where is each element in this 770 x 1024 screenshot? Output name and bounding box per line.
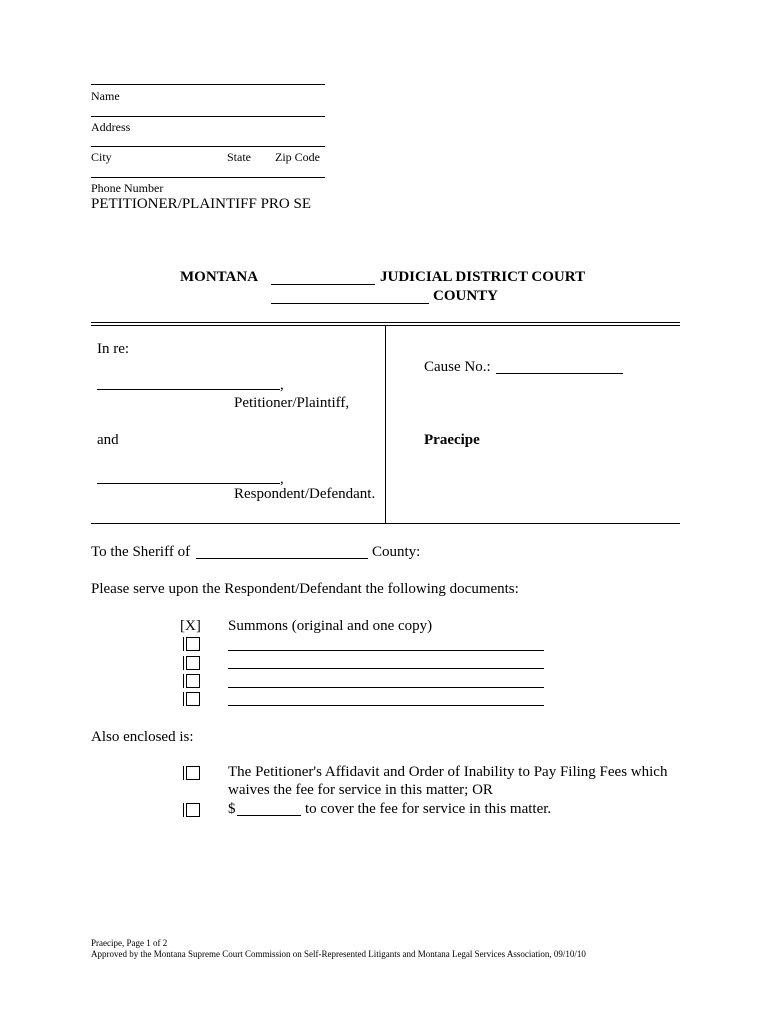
respondent-label: Respondent/Defendant. — [234, 486, 376, 502]
footer-page-label: Praecipe, Page 1 of 2 — [91, 938, 168, 948]
document-line-5[interactable] — [228, 705, 544, 706]
summons-text: Summons (original and one copy) — [228, 618, 433, 634]
petitioner-comma: , — [280, 377, 284, 393]
fee-checkbox[interactable] — [186, 803, 200, 817]
document-checkbox-3[interactable] — [186, 656, 200, 670]
document-checkbox-4[interactable] — [186, 674, 200, 688]
respondent-comma: , — [280, 471, 284, 487]
city-label: City — [91, 150, 112, 164]
document-checkbox-5[interactable] — [186, 692, 200, 706]
sheriff-suffix: County: — [372, 544, 421, 560]
fee-text: to cover the fee for service in this matter. — [305, 801, 552, 817]
court-name: JUDICIAL DISTRICT COURT — [380, 269, 586, 285]
also-enclosed-label: Also enclosed is: — [91, 729, 194, 745]
party-label: PETITIONER/PLAINTIFF PRO SE — [91, 196, 312, 212]
address-line[interactable] — [91, 116, 325, 117]
phone-label: Phone Number — [91, 181, 164, 195]
state-label: State — [227, 150, 251, 164]
name-label: Name — [91, 89, 120, 103]
district-blank[interactable] — [271, 284, 375, 285]
respondent-name-line[interactable] — [97, 483, 280, 484]
document-line-2[interactable] — [228, 650, 544, 651]
affidavit-checkbox[interactable] — [186, 766, 200, 780]
caption-bottom-rule — [91, 523, 680, 524]
cause-number-line[interactable] — [496, 373, 623, 374]
name-line[interactable] — [91, 84, 325, 85]
affidavit-line-1: The Petitioner's Affidavit and Order of Inability to Pay Filing Fees which — [228, 764, 668, 780]
city-state-zip-line[interactable] — [91, 146, 325, 147]
in-re-label: In re: — [97, 341, 130, 357]
document-line-3[interactable] — [228, 668, 544, 669]
caption-divider — [385, 325, 386, 524]
zip-label: Zip Code — [275, 150, 320, 164]
serve-instruction: Please serve upon the Respondent/Defendant the following documents: — [91, 581, 519, 597]
footer-approval: Approved by the Montana Supreme Court Commission on Self-Represented Litigants and Montana Legal Services Association, 09/10/10 — [91, 949, 586, 959]
summons-checked-mark[interactable]: [X] — [180, 618, 201, 634]
sheriff-county-line[interactable] — [196, 558, 368, 559]
petitioner-name-line[interactable] — [97, 389, 280, 390]
phone-line[interactable] — [91, 177, 325, 178]
sheriff-prefix: To the Sheriff of — [91, 544, 191, 560]
and-label: and — [97, 432, 119, 448]
address-label: Address — [91, 120, 131, 134]
document-line-4[interactable] — [228, 687, 544, 688]
fee-amount-line[interactable] — [237, 815, 301, 816]
petitioner-label: Petitioner/Plaintiff, — [234, 395, 350, 411]
cause-label: Cause No.: — [424, 359, 491, 375]
affidavit-line-2: waives the fee for service in this matter; OR — [228, 782, 493, 798]
court-state: MONTANA — [180, 269, 259, 285]
county-blank[interactable] — [271, 303, 429, 304]
county-label: COUNTY — [433, 288, 499, 304]
dollar-sign: $ — [228, 801, 236, 817]
document-title: Praecipe — [424, 432, 480, 448]
caption-top-rule-1 — [91, 322, 680, 323]
document-checkbox-2[interactable] — [186, 637, 200, 651]
